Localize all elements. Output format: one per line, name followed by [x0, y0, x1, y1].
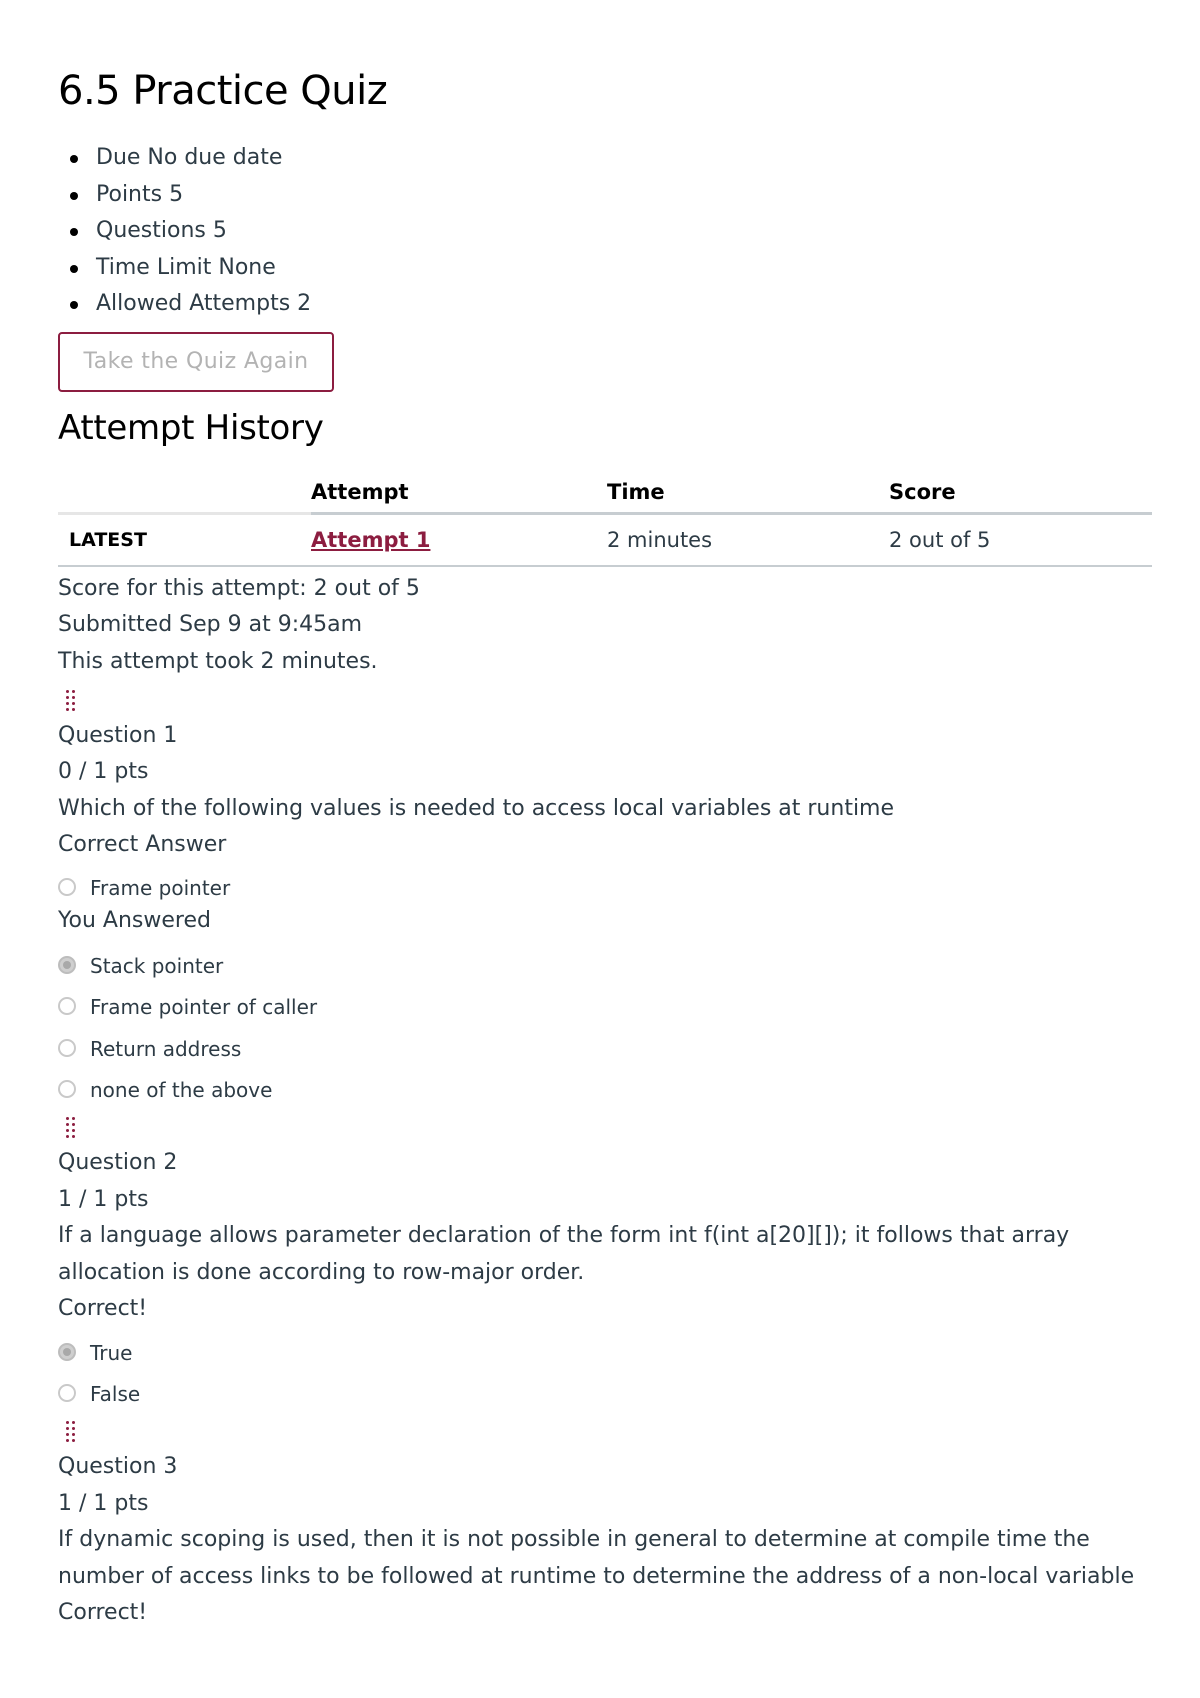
take-quiz-again-button[interactable]: Take the Quiz Again	[58, 332, 334, 392]
question-title: Question 2	[58, 1150, 178, 1175]
attempt-link[interactable]: Attempt 1	[311, 528, 431, 552]
correct-status: Correct!	[58, 1600, 148, 1625]
quiz-allowed-attempts: Allowed Attempts 2	[58, 286, 311, 323]
radio-selected-icon[interactable]	[58, 1343, 76, 1361]
bullet-icon	[70, 265, 78, 273]
radio-icon[interactable]	[58, 1384, 76, 1402]
time-cell: 2 minutes	[607, 514, 889, 567]
attempt-duration: This attempt took 2 minutes.	[58, 649, 378, 674]
drag-handle-icon[interactable]	[65, 1117, 77, 1139]
question-text: Which of the following values is needed to access local variables at runtime	[58, 796, 895, 821]
question-title: Question 3	[58, 1454, 178, 1479]
attempt-cell	[311, 514, 607, 567]
radio-icon[interactable]	[58, 878, 76, 896]
bullet-icon	[70, 192, 78, 200]
answer-option[interactable]: False	[58, 1381, 358, 1411]
answer-option[interactable]: Frame pointer	[58, 875, 358, 905]
radio-icon[interactable]	[58, 997, 76, 1015]
question-text: If a language allows parameter declaration of the form int f(int a[20][]); it follows that array allocation is done according to row-major order.	[58, 1223, 1070, 1285]
bullet-icon	[70, 301, 78, 309]
quiz-points: Points 5	[58, 177, 311, 214]
question-points: 0 / 1 pts	[58, 759, 149, 784]
quiz-questions: Questions 5	[58, 213, 311, 250]
quiz-details	[58, 140, 311, 323]
attempt-history-heading: Attempt History	[58, 408, 324, 448]
attempt-score: Score for this attempt: 2 out of 5	[58, 576, 420, 601]
question-text: If dynamic scoping is used, then it is not possible in general to determine at compile time the number of access links to be followed at runtime to determine the address of a non-local variable	[58, 1527, 1135, 1589]
radio-icon[interactable]	[58, 1080, 76, 1098]
question-points: 1 / 1 pts	[58, 1491, 149, 1516]
attempt-submitted: Submitted Sep 9 at 9:45am	[58, 612, 363, 637]
score-cell: 2 out of 5	[889, 514, 1152, 567]
answer-option[interactable]: none of the above	[58, 1077, 358, 1107]
answer-option[interactable]: True	[58, 1340, 358, 1370]
answer-option[interactable]: Frame pointer of caller	[58, 994, 358, 1024]
question-points: 1 / 1 pts	[58, 1187, 149, 1212]
correct-status: Correct!	[58, 1296, 148, 1321]
question-title: Question 1	[58, 723, 178, 748]
latest-tag: LATEST	[58, 514, 311, 567]
you-answered-label: You Answered	[58, 908, 211, 933]
page-title: 6.5 Practice Quiz	[58, 68, 388, 114]
drag-handle-icon[interactable]	[65, 690, 77, 712]
drag-handle-icon[interactable]	[65, 1421, 77, 1443]
quiz-time-limit: Time Limit None	[58, 250, 311, 287]
answer-option[interactable]: Stack pointer	[58, 953, 358, 983]
correct-answer-label: Correct Answer	[58, 832, 227, 857]
attempt-history-table	[58, 472, 1152, 567]
column-header-attempt: Attempt	[311, 472, 607, 514]
column-header-score: Score	[889, 472, 1152, 514]
table-header-row	[58, 472, 1152, 514]
column-header-time: Time	[607, 472, 889, 514]
radio-selected-icon[interactable]	[58, 956, 76, 974]
column-header-blank	[58, 472, 311, 514]
radio-icon[interactable]	[58, 1039, 76, 1057]
quiz-due: Due No due date	[58, 140, 311, 177]
bullet-icon	[70, 155, 78, 163]
bullet-icon	[70, 228, 78, 236]
answer-option[interactable]: Return address	[58, 1036, 358, 1066]
table-row	[58, 514, 1152, 567]
